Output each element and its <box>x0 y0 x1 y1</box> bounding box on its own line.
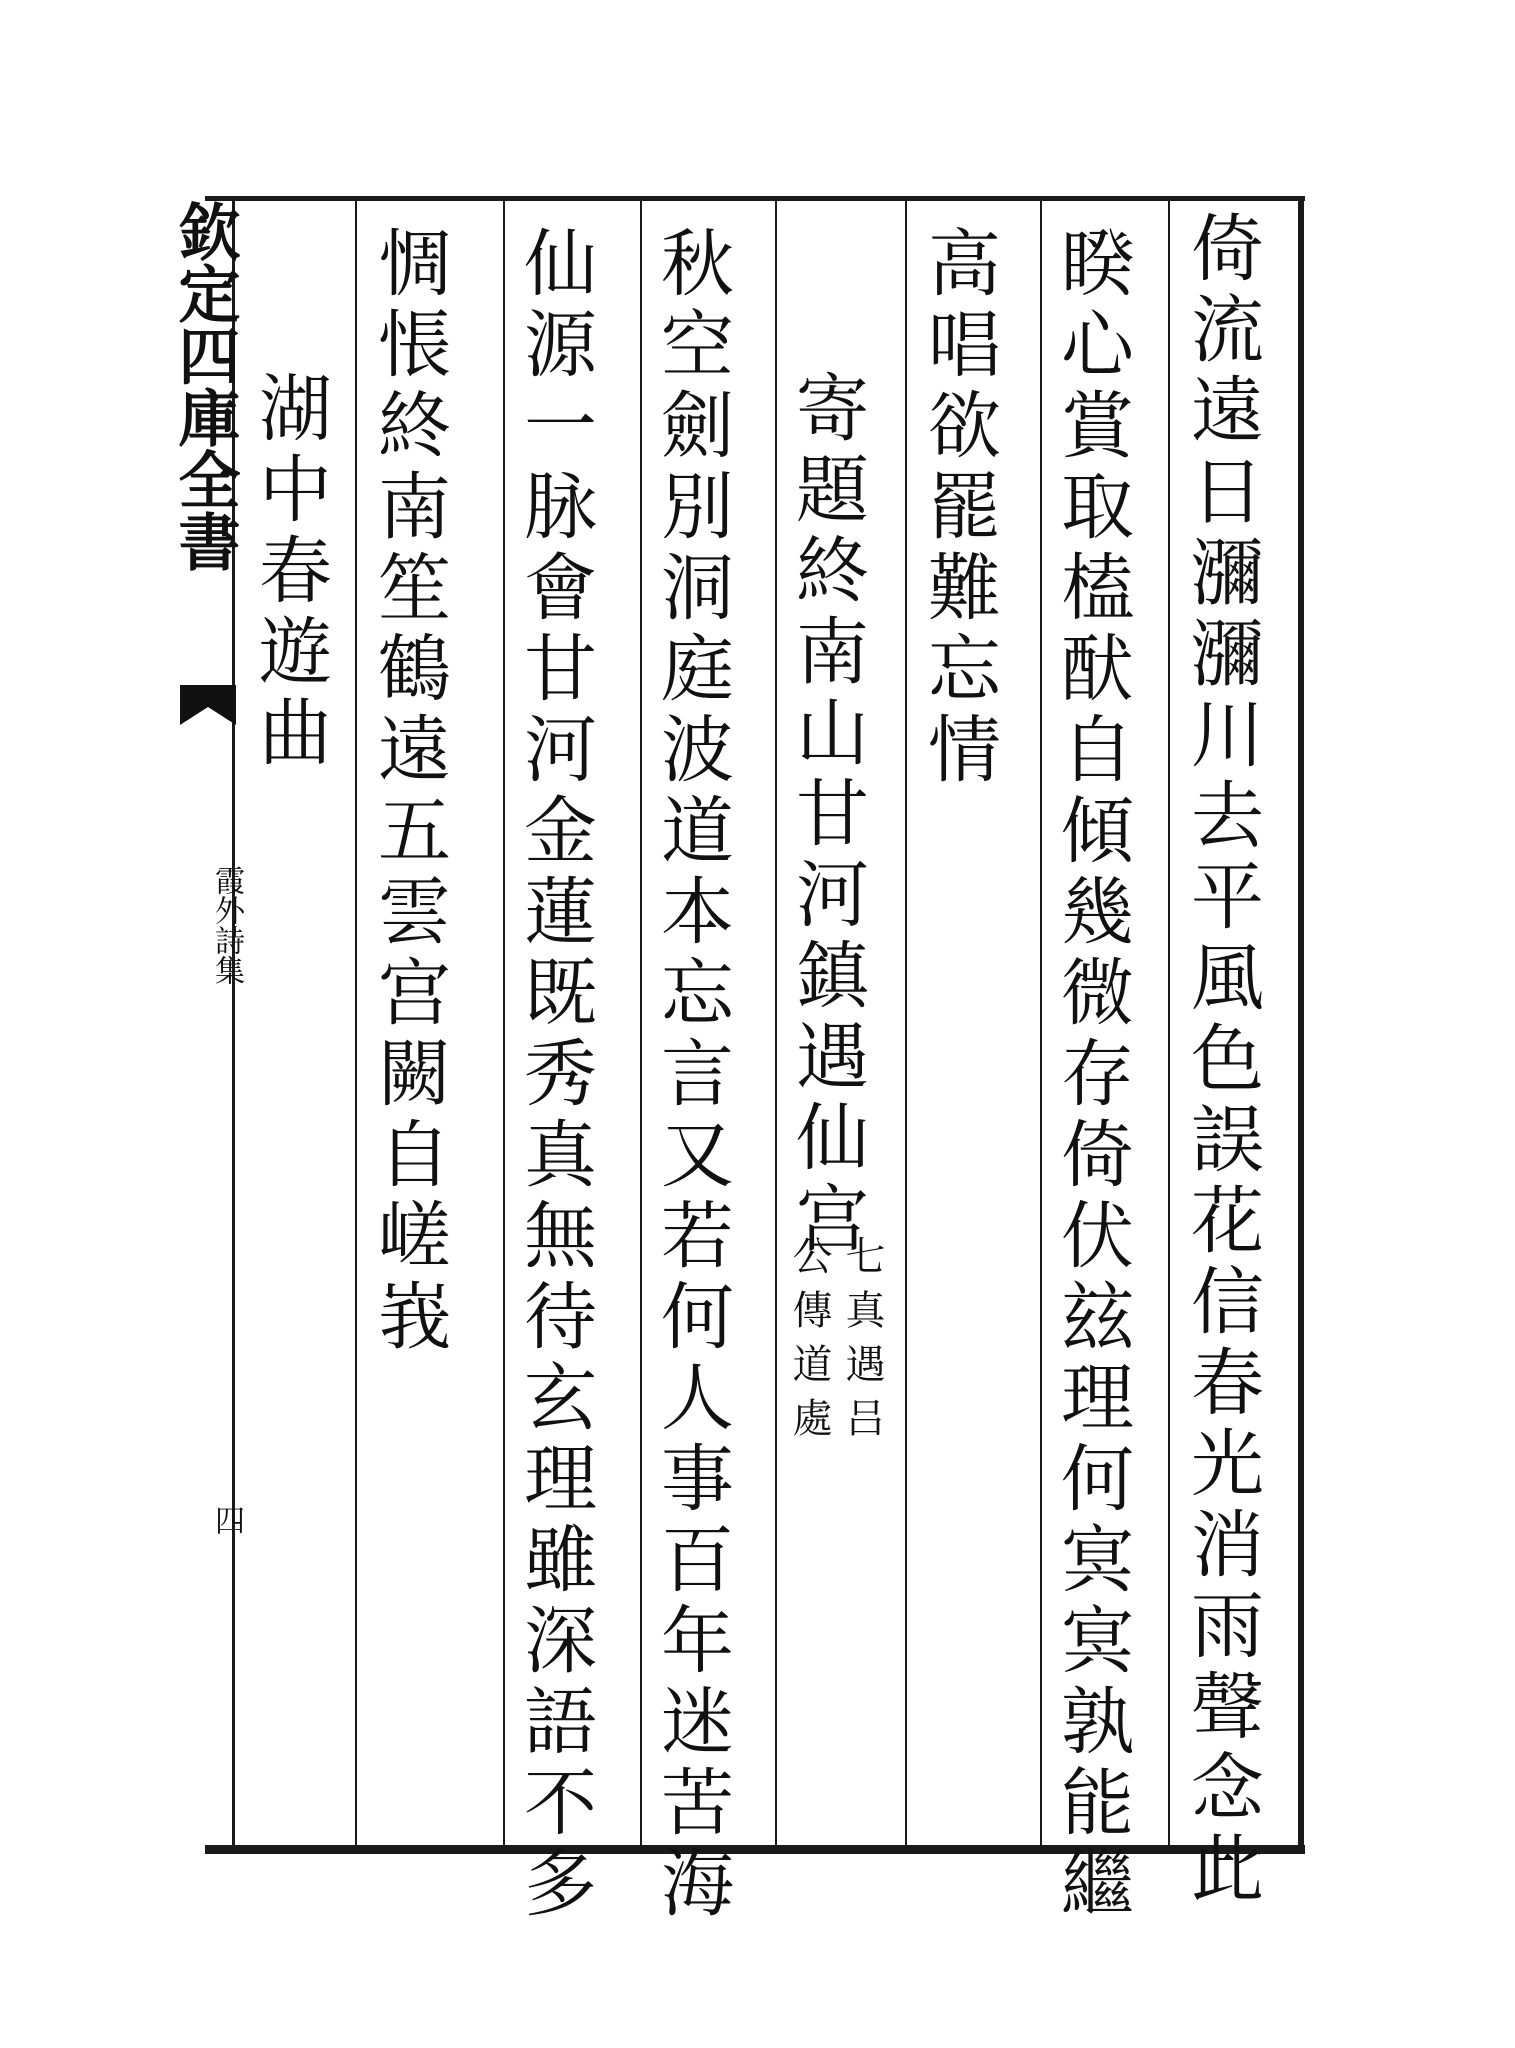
title-note-line-2: 公傳道處 <box>786 1235 832 1451</box>
column-divider-line <box>775 200 777 1845</box>
fishtail-mark-icon <box>180 685 236 725</box>
text-column-1: 倚流遠日瀰瀰川去平風色誤花信春光消雨聲念此 <box>1178 210 1263 1911</box>
bottom-border-rule <box>205 1845 1305 1854</box>
collection-title: 欽定四庫全書 <box>168 200 241 572</box>
text-column-5: 秋空劍別洞庭波道本忘言又若何人事百年迷苦海 <box>648 225 733 1926</box>
work-title: 霞外詩集 <box>209 865 244 985</box>
poem-title: 寄題終南山甘河鎮遇仙宫 <box>783 370 868 1261</box>
text-column-2: 睽心賞取榼䣭自傾幾微存倚伏玆理何㝠㝠孰能繼 <box>1048 225 1133 1926</box>
top-border-rule <box>205 196 1305 201</box>
right-border-rule <box>1298 196 1304 1854</box>
column-divider-line <box>1040 200 1042 1845</box>
page-number: 四 <box>209 1505 244 1535</box>
column-divider-line <box>905 200 907 1845</box>
text-column-3: 高唱欲罷難忘情 <box>915 225 1000 792</box>
column-divider-line <box>640 200 642 1845</box>
text-column-6: 仙源一脉會甘河金蓮既秀真無待玄理雖深語不多 <box>511 225 596 1926</box>
poem-title-2: 湖中春遊曲 <box>246 370 331 775</box>
column-divider-line <box>355 200 357 1845</box>
text-column-7: 惆悵終南笙鶴遠五雲宫闕自嵯峩 <box>365 225 450 1359</box>
column-divider-line <box>1168 200 1170 1845</box>
title-note-line-1: 七真遇吕 <box>839 1235 885 1451</box>
column-divider-line <box>503 200 505 1845</box>
